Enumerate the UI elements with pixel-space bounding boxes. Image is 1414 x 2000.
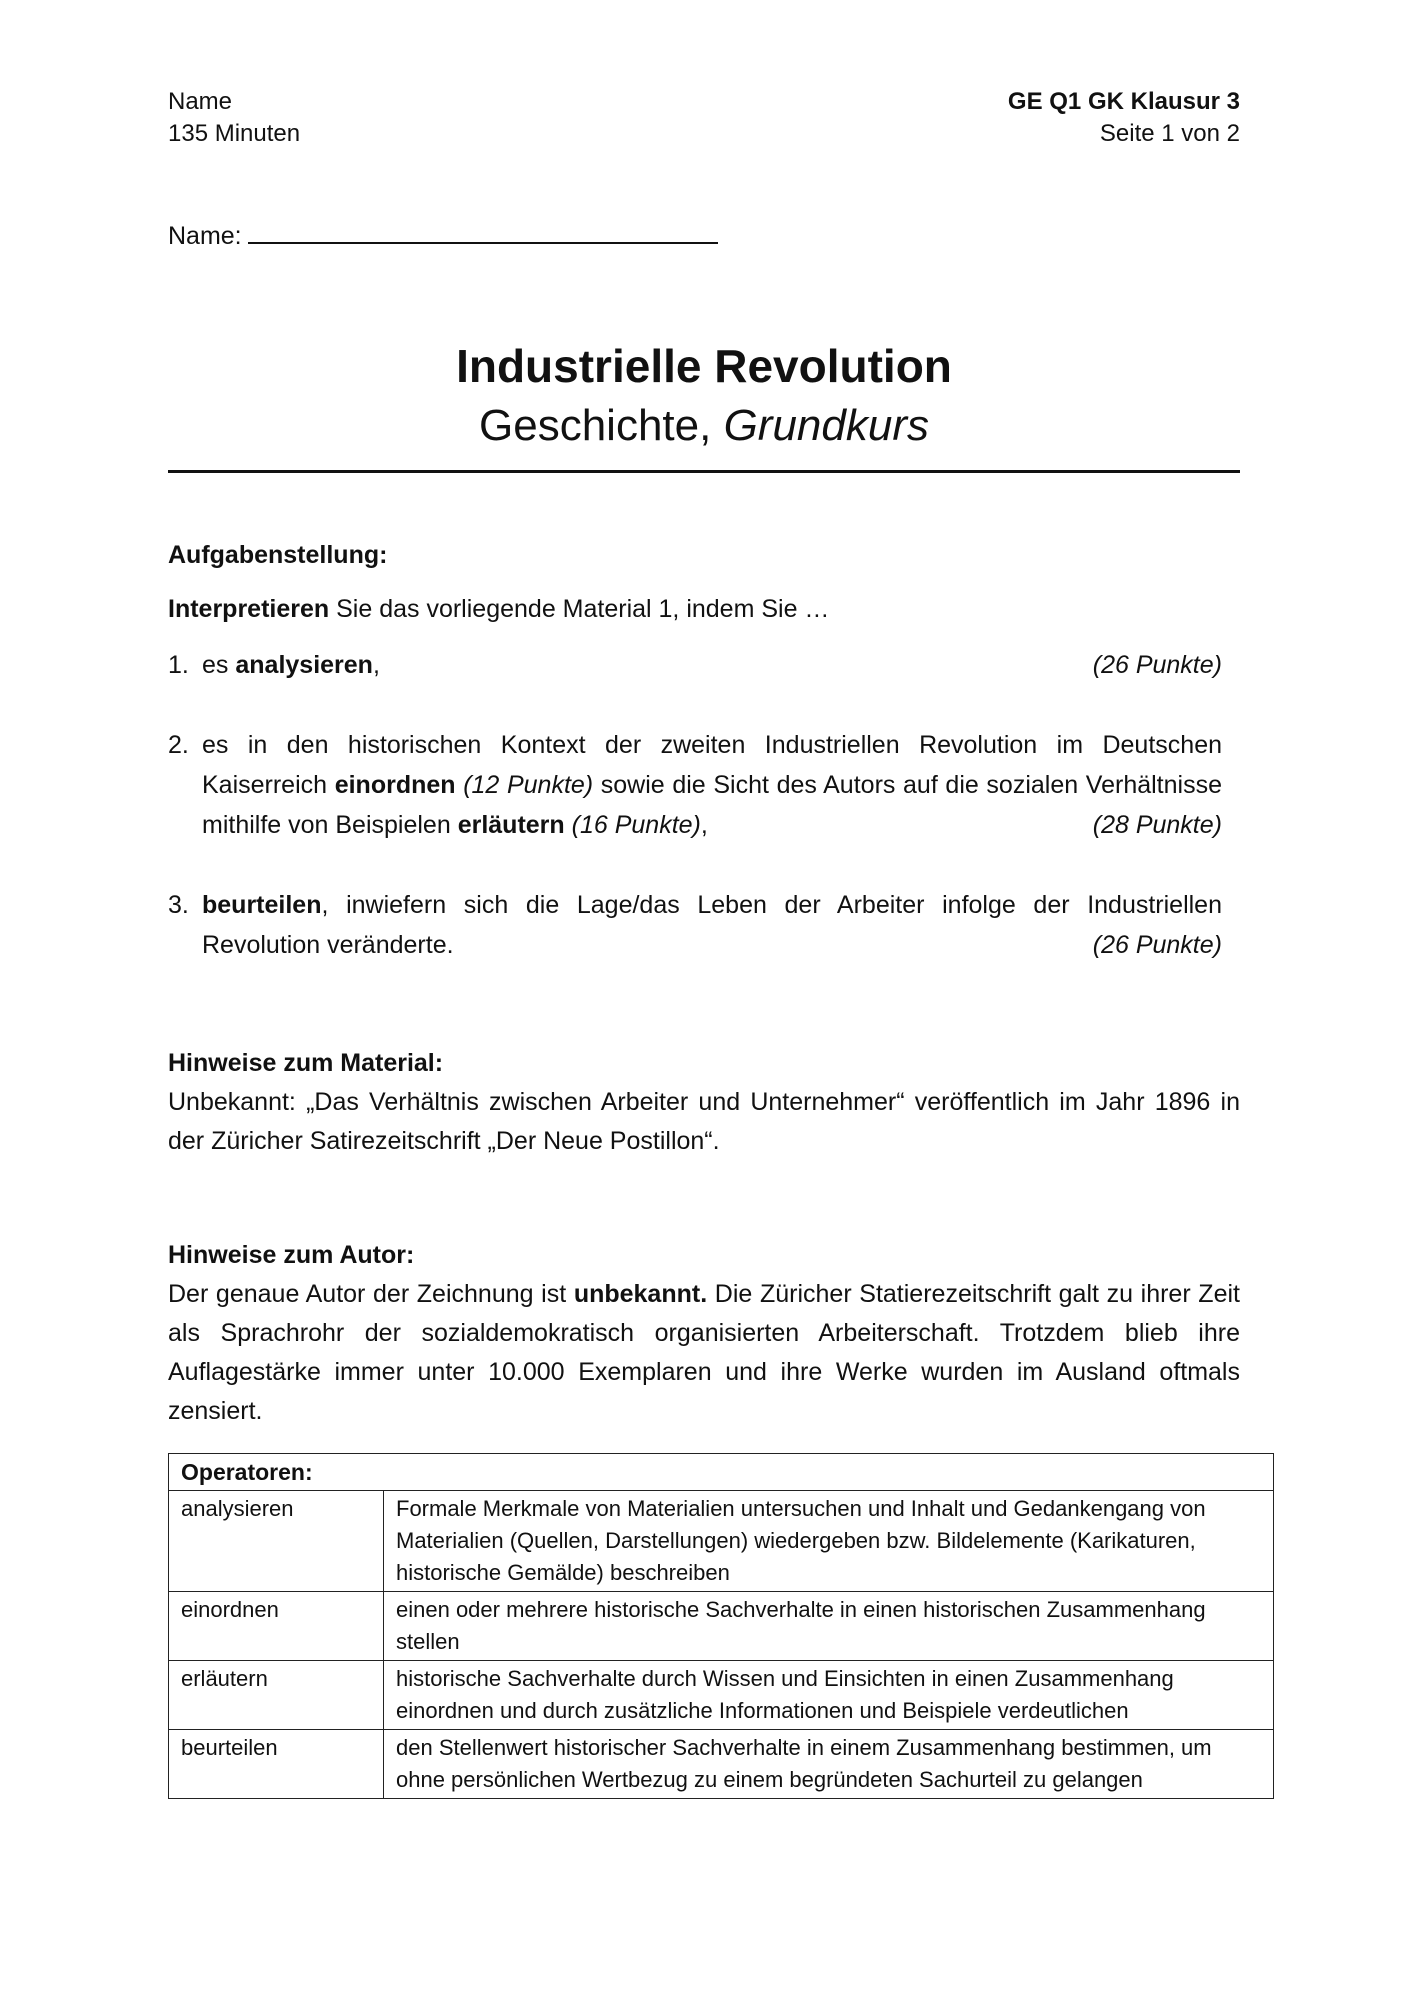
task-2 bbox=[168, 725, 1222, 845]
material-heading: Hinweise zum Material: bbox=[168, 1049, 444, 1077]
table-row bbox=[169, 1730, 1274, 1799]
intro-operator: Interpretieren bbox=[168, 595, 330, 623]
page-info: Seite 1 von 2 bbox=[1099, 120, 1240, 147]
header-right bbox=[1008, 86, 1240, 150]
operators-heading: Operatoren: bbox=[169, 1454, 1274, 1491]
operator-definition: einen oder mehrere historische Sachverhalte in einen historischen Zusammenhang stellen bbox=[384, 1592, 1274, 1661]
header-duration: 135 Minuten bbox=[168, 120, 301, 147]
task-text bbox=[202, 725, 1222, 845]
table-row bbox=[169, 1491, 1274, 1592]
task-text-mid: sowie die Sicht des Autors auf die sozialen Verhältnisse mithilfe von Beispielen bbox=[202, 771, 1222, 839]
operator-name: erläutern bbox=[169, 1661, 384, 1730]
task-points: (28 Punkte) bbox=[1092, 811, 1222, 839]
course-label: Grundkurs bbox=[723, 401, 929, 450]
author-text-post: Die Züricher Statierezeitschrift galt zu ihrer Zeit als Sprachrohr der sozialdemokratisch organisierten Arbeiterschaft. Trotzdem blieb ihre Auflagestärke immer unter 10.000 Exemplaren und ihre Werke wurden im Ausland oftmals zensiert. bbox=[168, 1280, 1240, 1425]
task-1 bbox=[168, 645, 1222, 685]
task-subpoints: (12 Punkte) bbox=[463, 771, 594, 799]
task-text-pre: es bbox=[202, 651, 236, 679]
task-number: 2. bbox=[168, 731, 189, 759]
subject-label: Geschichte, bbox=[479, 401, 712, 450]
operator-definition: Formale Merkmale von Materialien untersuchen und Inhalt und Gedankengang von Materialien (Quellen, Darstellungen) wiedergeben bzw. Bildelemente (Karikaturen, historische Gemälde) beschreiben bbox=[384, 1491, 1274, 1592]
operator-definition: historische Sachverhalte durch Wissen und Einsichten in einen Zusammenhang einordnen und durch zusätzliche Informationen und Beispiele verdeutlichen bbox=[384, 1661, 1274, 1730]
task-text-post: , inwiefern sich die Lage/das Leben der Arbeiter infolge der Industriellen Revolution veränderte. bbox=[202, 891, 1222, 959]
author-heading: Hinweise zum Autor: bbox=[168, 1241, 415, 1269]
operator-definition: den Stellenwert historischer Sachverhalte in einem Zusammenhang bestimmen, um ohne persönlichen Wertbezug zu einem begründeten Sachurteil zu gelangen bbox=[384, 1730, 1274, 1799]
name-field-label: Name: bbox=[168, 222, 242, 250]
task-operator: beurteilen bbox=[202, 891, 322, 919]
task-3 bbox=[168, 885, 1222, 965]
table-row bbox=[169, 1661, 1274, 1730]
task-subpoints-2: (16 Punkte) bbox=[571, 811, 701, 839]
exam-title: GE Q1 GK Klausur 3 bbox=[1007, 88, 1240, 115]
task-text-post: , bbox=[700, 811, 708, 839]
author-notes bbox=[168, 1236, 1240, 1431]
material-notes bbox=[168, 1044, 1240, 1161]
task-number: 1. bbox=[168, 651, 189, 679]
task-points: (26 Punkte) bbox=[1092, 931, 1222, 959]
page-subtitle bbox=[168, 396, 1240, 456]
table-row bbox=[169, 1592, 1274, 1661]
author-text-pre: Der genaue Autor der Zeichnung ist bbox=[168, 1280, 574, 1308]
name-field bbox=[168, 222, 718, 251]
name-blank-line bbox=[248, 222, 718, 244]
title-rule bbox=[168, 470, 1240, 473]
title-block bbox=[168, 336, 1240, 456]
task-text bbox=[202, 645, 1222, 685]
assignment-heading: Aufgabenstellung: bbox=[168, 541, 388, 569]
header-left bbox=[168, 86, 300, 150]
header-name-label: Name bbox=[168, 88, 233, 115]
operator-name: analysieren bbox=[169, 1491, 384, 1592]
intro-text: Sie das vorliegende Material 1, indem Sie … bbox=[336, 595, 830, 623]
operators-header-row bbox=[169, 1454, 1274, 1491]
task-operator-2: erläutern bbox=[457, 811, 565, 839]
operator-name: einordnen bbox=[169, 1592, 384, 1661]
material-text: Unbekannt: „Das Verhältnis zwischen Arbeiter und Unternehmer“ veröffentlich im Jahr 1896 in der Züricher Satirezeitschrift „Der Neue Postillon“. bbox=[168, 1088, 1240, 1155]
operators-table bbox=[168, 1453, 1274, 1799]
operator-name: beurteilen bbox=[169, 1730, 384, 1799]
author-text-bold: unbekannt. bbox=[573, 1280, 708, 1308]
task-text-post: , bbox=[372, 651, 380, 679]
author-text bbox=[168, 1275, 1240, 1431]
task-operator: einordnen bbox=[334, 771, 456, 799]
task-operator: analysieren bbox=[235, 651, 373, 679]
task-points: (26 Punkte) bbox=[1092, 651, 1222, 679]
task-text bbox=[202, 885, 1222, 965]
assignment-intro bbox=[168, 590, 1240, 629]
task-text-pre: es in den historischen Kontext der zweiten Industriellen Revolution im Deutschen Kaiserreich bbox=[202, 731, 1222, 799]
task-number: 3. bbox=[168, 891, 189, 919]
page-title: Industrielle Revolution bbox=[456, 340, 952, 392]
